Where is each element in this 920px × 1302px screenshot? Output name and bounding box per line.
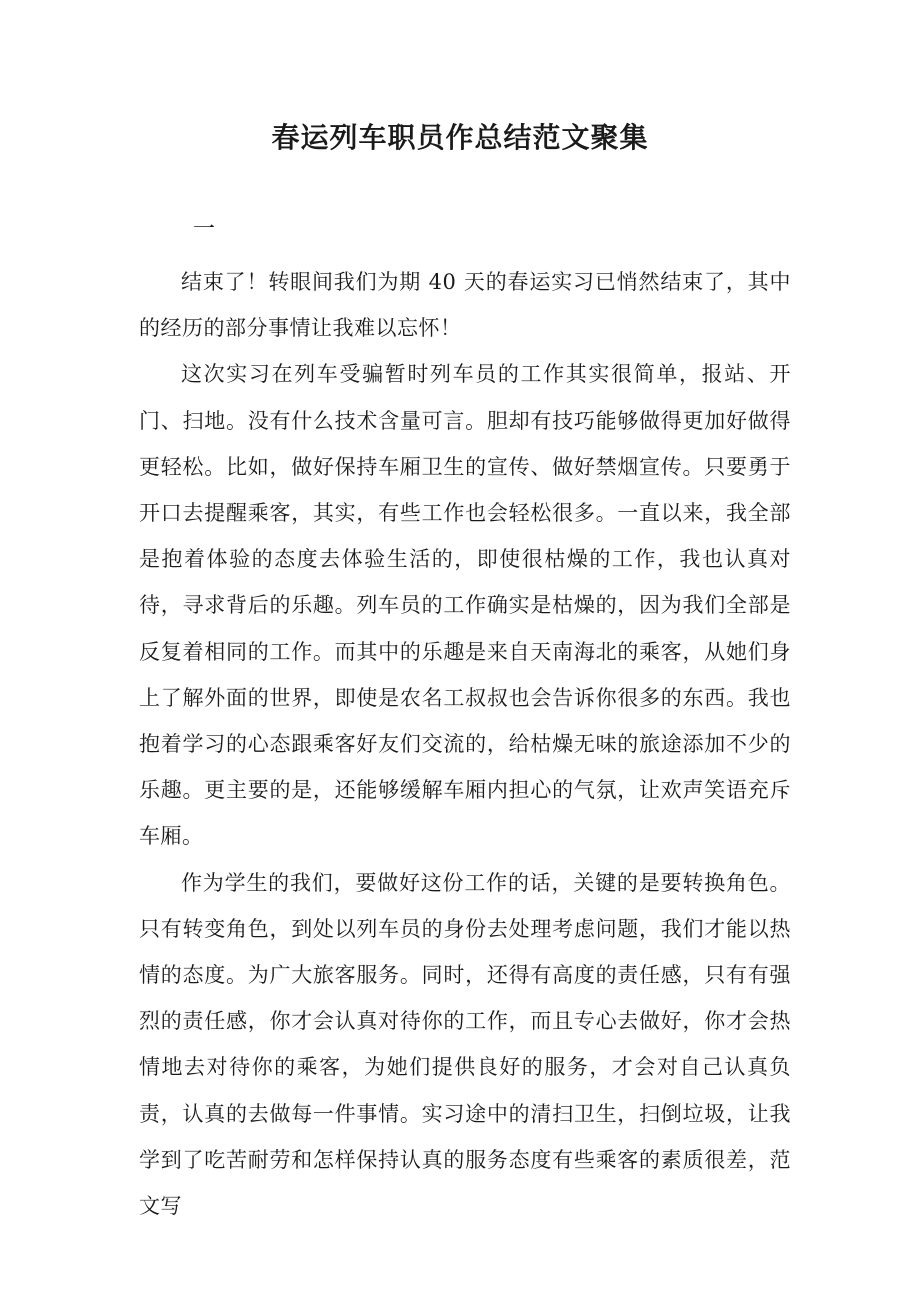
paragraph-3: 作为学生的我们，要做好这份工作的话，关键的是要转换角色。只有转变角色，到处以列车员的身份去处理考虑问题，我们才能以热情的态度。为广大旅客服务。同时，还得有高度的责任感，只有有强烈的责任感，你才会认真对待你的工作，而且专心去做好，你才会热情地去对待你的乘客，为她们提供良好的服务，才会对自己认真负责，认真的去做每一件事情。实习途中的清扫卫生，扫倒垃圾，让我学到了吃苦耐劳和怎样保持认真的服务态度有些乘客的素质很差，范文写	[139, 870, 791, 1219]
paragraph-1: 结束了！转眼间我们为期 40 天的春运实习已悄然结束了，其中的经历的部分事情让我难以忘怀！	[139, 270, 791, 341]
document-title: 春运列车职员作总结范文聚集	[271, 121, 649, 154]
paragraph-2: 这次实习在列车受骗暂时列车员的工作其实很简单，报站、开门、扫地。没有什么技术含量可言。胆却有技巧能够做得更加好做得更轻松。比如，做好保持车厢卫生的宣传、做好禁烟宣传。只要勇于开口去提醒乘客，其实，有些工作也会轻松很多。一直以来，我全部是抱着体验的态度去体验生活的，即使很枯燥的工作，我也认真对待，寻求背后的乐趣。列车员的工作确实是枯燥的，因为我们全部是反复着相同的工作。而其中的乐趣是来自天南海北的乘客，从她们身上了解外面的世界，即使是农名工叔叔也会告诉你很多的东西。我也抱着学习的心态跟乘客好友们交流的，给枯燥无味的旅途添加不少的乐趣。更主要的是，还能够缓解车厢内担心的气氛，让欢声笑语充斥车厢。	[139, 362, 791, 849]
document-body	[139, 259, 791, 1229]
section-number: 一	[193, 217, 216, 242]
